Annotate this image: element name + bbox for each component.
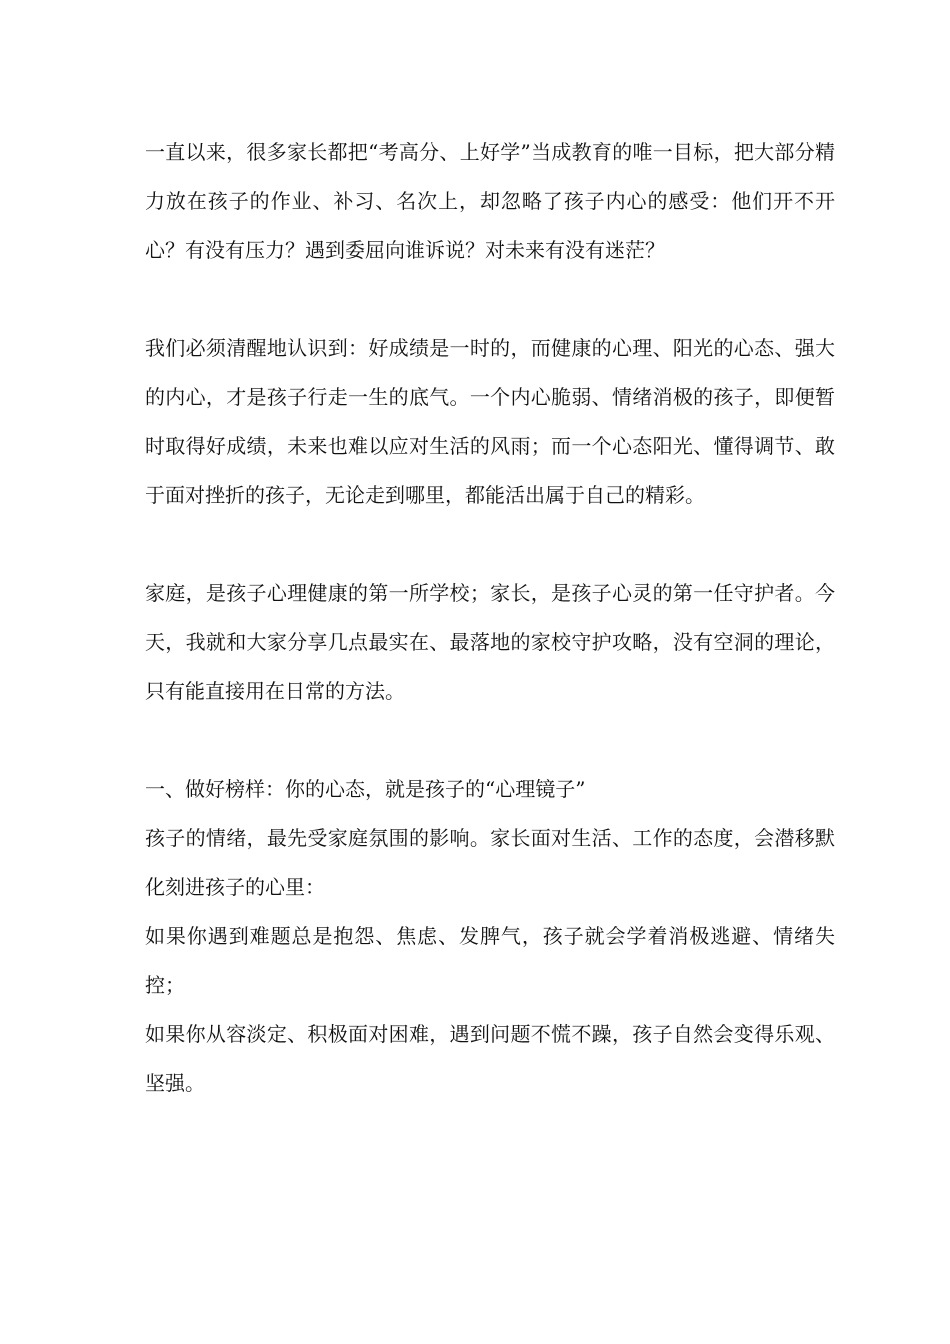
section-intro: 孩子的情绪，最先受家庭氛围的影响。家长面对生活、工作的态度，会潜移默化刻进孩子的心里：	[145, 826, 835, 899]
paragraph-intro: 一直以来，很多家长都把“考高分、上好学”当成教育的唯一目标，把大部分精力放在孩子的作业、补习、名次上，却忽略了孩子内心的感受：他们开不开心？有没有压力？遇到委屈向谁诉说？对未来有没有迷茫？	[145, 140, 835, 262]
section-point-positive: 如果你从容淡定、积极面对困难，遇到问题不慌不躁，孩子自然会变得乐观、坚强。	[145, 1022, 835, 1095]
document-body	[145, 128, 835, 1108]
section-point-negative: 如果你遇到难题总是抱怨、焦虑、发脾气，孩子就会学着消极逃避、情绪失控；	[145, 924, 835, 997]
paragraph-awareness: 我们必须清醒地认识到：好成绩是一时的，而健康的心理、阳光的心态、强大的内心，才是孩子行走一生的底气。一个内心脆弱、情绪消极的孩子，即便暂时取得好成绩，未来也难以应对生活的风雨；而一个心态阳光、懂得调节、敢于面对挫折的孩子，无论走到哪里，都能活出属于自己的精彩。	[145, 336, 835, 507]
paragraph-family-school: 家庭，是孩子心理健康的第一所学校；家长，是孩子心灵的第一任守护者。今天，我就和大家分享几点最实在、最落地的家校守护攻略，没有空洞的理论，只有能直接用在日常的方法。	[145, 581, 835, 703]
section-heading: 一、做好榜样：你的心态，就是孩子的“心理镜子”	[145, 777, 586, 801]
